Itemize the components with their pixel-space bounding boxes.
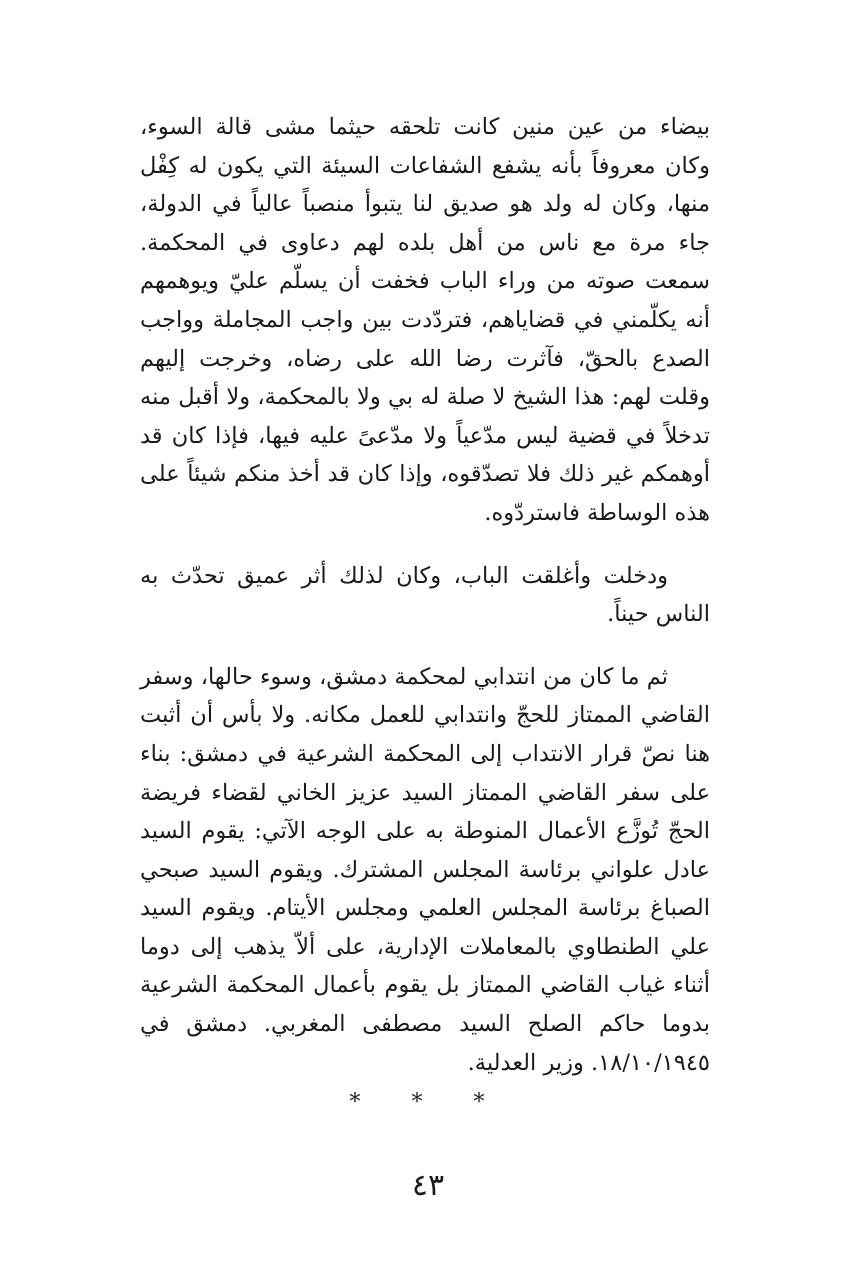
paragraph-3-text: ثم ما كان من انتدابي لمحكمة دمشق، وسوء حالها، وسفر القاضي الممتاز للحجّ وانتدابي للعمل مكانه. ولا بأس أن أثبت هنا نصّ قرار الانتداب إلى المحكمة الشرعية في دمشق: بناء على سفر القاضي الممتاز السيد عزيز الخاني لقضاء فريضة الحجّ تُوزَّع الأعمال المنوطة به على الوجه الآتي: يقوم السيد عادل علواني برئاسة المجلس المشترك. ويقوم السيد صبحي الصباغ برئاسة المجلس العلمي ومجلس الأيتام. ويقوم السيد علي الطنطاوي بالمعاملات الإدارية، على ألاّ يذهب إلى دوما أثناء غياب القاضي الممتاز بل يقوم بأعمال المحكمة الشرعية بدوما حاكم الصلح السيد مصطفى المغربي. دمشق في ١٨/١٠/١٩٤٥. وزير العدلية.	[140, 663, 710, 1076]
paragraph-2	[140, 557, 710, 634]
page-body	[140, 108, 710, 1082]
paragraph-2-text: ودخلت وأغلقت الباب، وكان لذلك أثر عميق تحدّث به الناس حيناً.	[140, 562, 710, 628]
paragraph-1-text: بيضاء من عين منين كانت تلحقه حيثما مشى قالة السوء، وكان معروفاً بأنه يشفع الشفاعات السيئة التي يكون له كِفْل منها، وكان له ولد هو صديق لنا يتبوأ منصباً عالياً في الدولة، جاء مرة مع ناس من أهل بلده لهم دعاوى في المحكمة. سمعت صوته من وراء الباب فخفت أن يسلّم عليّ ويوهمهم أنه يكلّمني في قضاياهم، فتردّدت بين واجب المجاملة وواجب الصدع بالحقّ، فآثرت رضا الله على رضاه، وخرجت إليهم وقلت لهم: هذا الشيخ لا صلة له بي ولا بالمحكمة، ولا أقبل منه تدخلاً في قضية ليس مدّعياً ولا مدّعىً عليه فيها، فإذا كان قد أوهمكم غير ذلك فلا تصدّقوه، وإذا كان قد أخذ منكم شيئاً على هذه الوساطة فاستردّوه.	[140, 114, 710, 526]
section-separator: * * *	[349, 1090, 507, 1115]
page-number: ٤٣	[411, 1168, 445, 1203]
paragraph-1	[140, 108, 710, 533]
paragraph-3	[140, 658, 710, 1083]
